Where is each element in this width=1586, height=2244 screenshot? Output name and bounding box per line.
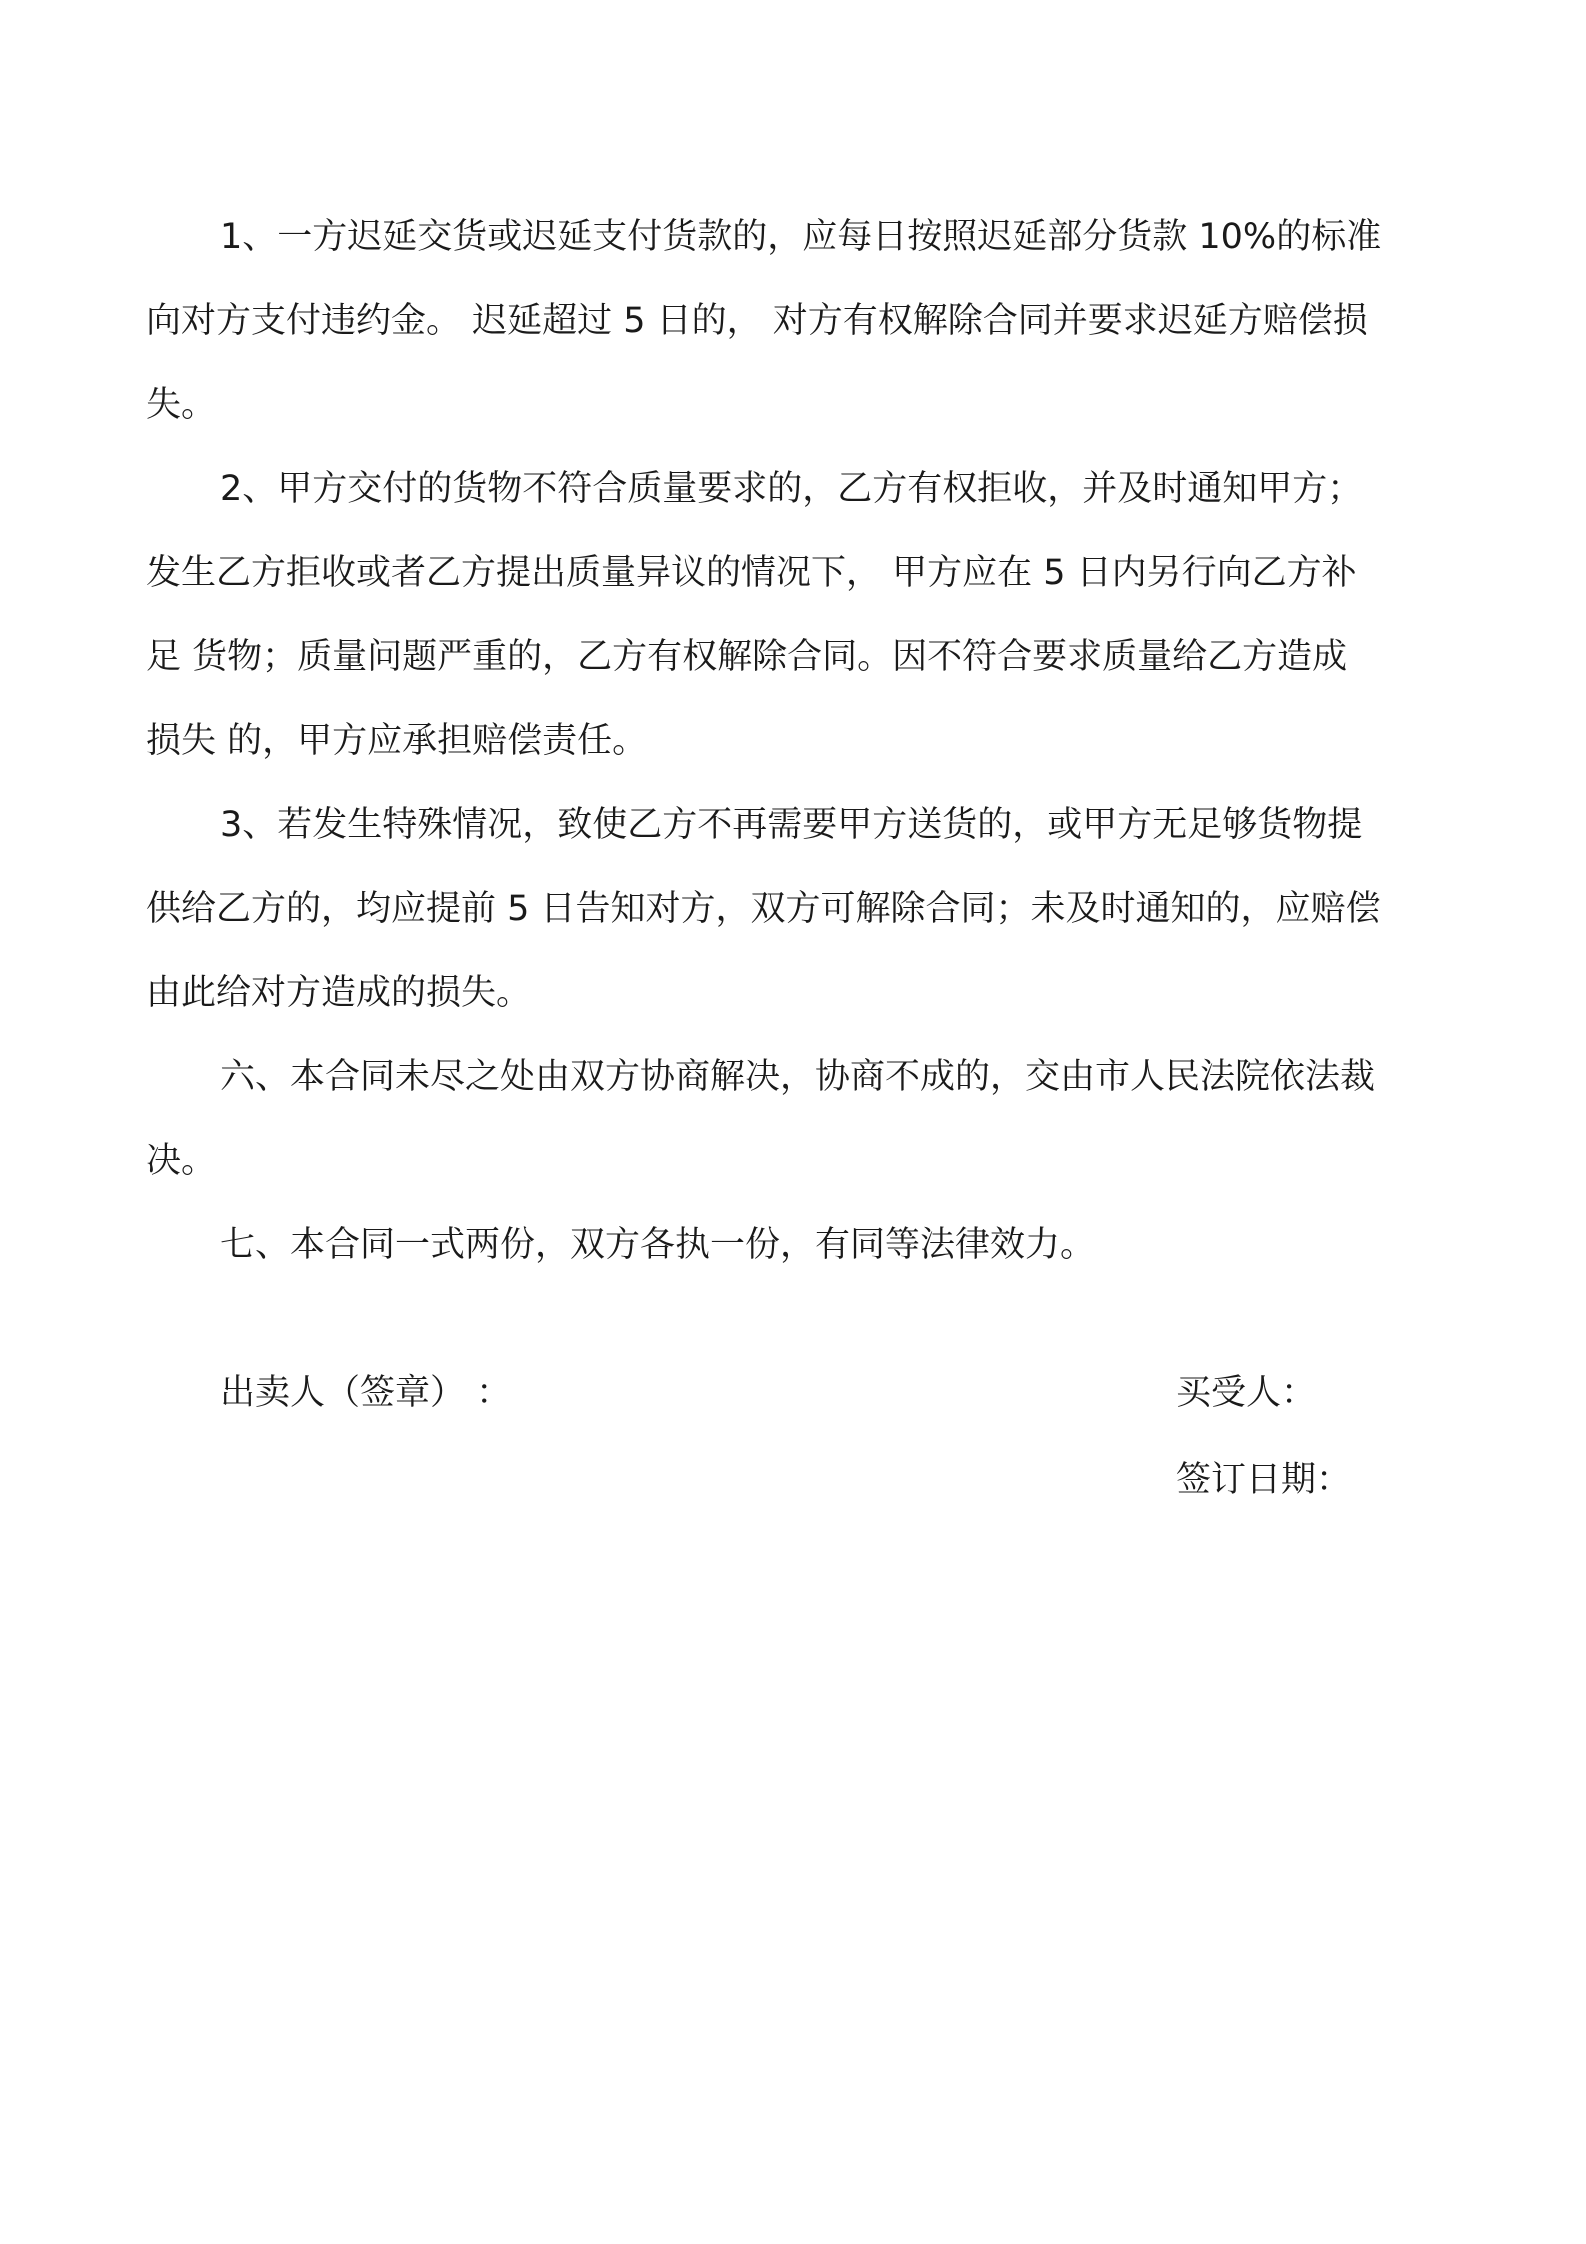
clause-3-line-1: 3、若发生特殊情况，致使乙方不再需要甲方送货的，或甲方无足够货物提 — [220, 805, 1363, 845]
seller-signature-label: 出卖人（签章） ： — [220, 1373, 512, 1413]
clause-1-line-1: 1、一方迟延交货或迟延支付货款的，应每日按照迟延部分货款 10%的标准 — [220, 217, 1382, 257]
clause-2-line-3: 足 货物；质量问题严重的，乙方有权解除合同。因不符合要求质量给乙方造成 — [146, 637, 1348, 677]
signing-date-label: 签订日期： — [1176, 1460, 1352, 1500]
clause-1-line-3: 失。 — [146, 385, 217, 425]
clause-3-line-3: 由此给对方造成的损失。 — [146, 973, 532, 1013]
clause-2-line-1: 2、甲方交付的货物不符合质量要求的，乙方有权拒收，并及时通知甲方； — [220, 469, 1363, 509]
clause-six-line-1: 六、本合同未尽之处由双方协商解决，协商不成的，交由市人民法院依法裁 — [220, 1057, 1376, 1097]
clause-seven-line-1: 七、本合同一式两份，双方各执一份，有同等法律效力。 — [220, 1225, 1096, 1265]
clause-1-line-2: 向对方支付违约金。 迟延超过 5 日的， 对方有权解除合同并要求迟延方赔偿损 — [146, 301, 1368, 341]
clause-2-line-2: 发生乙方拒收或者乙方提出质量异议的情况下， 甲方应在 5 日内另行向乙方补 — [146, 553, 1357, 593]
clause-3-line-2: 供给乙方的，均应提前 5 日告知对方，双方可解除合同；未及时通知的，应赔偿 — [146, 889, 1381, 929]
buyer-label: 买受人： — [1176, 1373, 1317, 1413]
clause-2-line-4: 损失 的，甲方应承担赔偿责任。 — [146, 721, 648, 761]
clause-six-line-2: 决。 — [146, 1141, 217, 1181]
